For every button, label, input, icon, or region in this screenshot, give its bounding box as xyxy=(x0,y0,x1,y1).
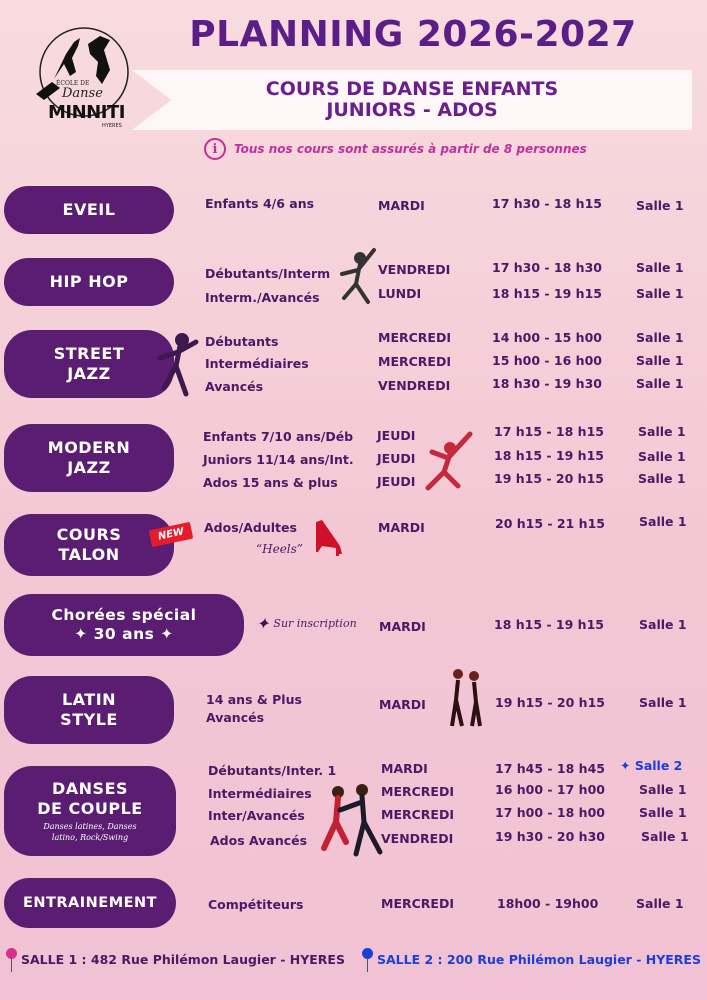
pin-icon xyxy=(6,948,17,970)
level: Ados Avancés xyxy=(210,833,308,848)
time: 15 h00 - 16 h00 xyxy=(492,353,602,368)
course-modern-jazz xyxy=(4,424,174,492)
sparkle-icon: ✦ xyxy=(256,614,270,633)
time: 17 h00 - 18 h00 xyxy=(495,805,605,820)
info-icon: i xyxy=(204,138,226,160)
logo-line3: MINNITI xyxy=(48,102,125,123)
course-sub1: Danses latines, Danses xyxy=(43,822,137,832)
course-name-line1: Chorées spécial xyxy=(51,605,197,624)
day: MERCREDI xyxy=(381,807,454,822)
address-salle2 xyxy=(362,948,701,970)
page-title: PLANNING 2026-2027 xyxy=(189,14,637,55)
registration-note xyxy=(256,614,357,633)
course-name: ENTRAINEMENT xyxy=(22,894,158,911)
time: 17 h30 - 18 h15 xyxy=(492,196,602,211)
room: Salle 1 xyxy=(636,353,684,368)
course-name-line2: JAZZ xyxy=(67,458,111,477)
pin-icon xyxy=(362,948,373,970)
course-talon xyxy=(4,514,174,576)
logo-line2: Danse xyxy=(62,86,103,101)
level: Débutants xyxy=(205,334,279,349)
day: MARDI xyxy=(378,198,425,213)
dancer-icon xyxy=(420,428,482,494)
time: 19 h30 - 20 h30 xyxy=(495,829,605,844)
course-name-line2: JAZZ xyxy=(67,364,111,383)
sparkle-icon: ✦ xyxy=(620,758,635,773)
room: Salle 1 xyxy=(636,896,684,911)
day: JEUDI xyxy=(377,451,416,466)
course-name-line2: TALON xyxy=(58,545,120,564)
heel-icon xyxy=(312,516,346,558)
room: Salle 1 xyxy=(636,198,684,213)
address-text: SALLE 2 : 200 Rue Philémon Laugier - HYERES xyxy=(377,951,701,967)
day: JEUDI xyxy=(377,474,416,489)
time: 19 h15 - 20 h15 xyxy=(494,471,604,486)
level: Débutants/Interm xyxy=(205,266,331,281)
room: Salle 1 xyxy=(636,376,684,391)
course-name-line1: MODERN xyxy=(47,438,131,457)
course-eveil xyxy=(4,186,174,234)
level: Enfants 4/6 ans xyxy=(205,196,315,211)
course-entrainement xyxy=(4,878,176,928)
level: Débutants/Inter. 1 xyxy=(208,763,337,778)
level: Avancés xyxy=(206,710,265,725)
level: Ados/Adultes xyxy=(204,520,297,535)
registration-text: Sur inscription xyxy=(273,617,357,630)
room: Salle 1 xyxy=(641,829,689,844)
course-name: EVEIL xyxy=(62,200,116,219)
course-sub2: latino, Rock/Swing xyxy=(51,832,129,842)
dancer-icon xyxy=(150,328,202,400)
room: Salle 2 xyxy=(634,758,683,773)
time: 16 h00 - 17 h00 xyxy=(495,782,605,797)
level: Compétiteurs xyxy=(208,897,304,912)
notice-text: Tous nos cours sont assurés à partir de 8 personnes xyxy=(234,142,587,156)
day: MERCREDI xyxy=(378,354,451,369)
time: 20 h15 - 21 h15 xyxy=(495,516,605,531)
time: 17 h45 - 18 h45 xyxy=(495,761,605,776)
level: Juniors 11/14 ans/Int. xyxy=(203,452,354,467)
level: 14 ans & Plus xyxy=(206,692,302,707)
room: Salle 1 xyxy=(636,260,684,275)
room: Salle 1 xyxy=(639,695,687,710)
day: MARDI xyxy=(379,619,426,634)
day: MARDI xyxy=(378,520,425,535)
time: 17 h15 - 18 h15 xyxy=(494,424,604,439)
course-name-line2: DE COUPLE xyxy=(37,799,143,819)
logo-line4: HYERES xyxy=(102,123,122,129)
room: Salle 1 xyxy=(636,330,684,345)
course-couple xyxy=(4,766,176,856)
day: MARDI xyxy=(379,697,426,712)
notice xyxy=(204,138,587,160)
time: 19 h15 - 20 h15 xyxy=(495,695,605,710)
time: 18 h30 - 19 h30 xyxy=(492,376,602,391)
subtitle-line1: COURS DE DANSE ENFANTS xyxy=(265,78,559,100)
room-salle2 xyxy=(620,758,682,773)
course-name-line1: COURS xyxy=(56,525,122,544)
room: Salle 1 xyxy=(639,805,687,820)
subtitle-line2: JUNIORS - ADOS xyxy=(326,99,498,121)
level: Inter/Avancés xyxy=(208,808,305,823)
room: Salle 1 xyxy=(638,471,686,486)
course-chorees xyxy=(4,594,244,656)
day: MERCREDI xyxy=(378,330,451,345)
room: Salle 1 xyxy=(639,514,687,529)
room: Salle 1 xyxy=(638,449,686,464)
heels-note: “Heels” xyxy=(256,542,303,556)
time: 18 h15 - 19 h15 xyxy=(492,286,602,301)
level: Enfants 7/10 ans/Déb xyxy=(203,429,354,444)
day: VENDREDI xyxy=(381,831,454,846)
day: LUNDI xyxy=(378,286,422,301)
course-latin-style xyxy=(4,676,174,744)
day: MERCREDI xyxy=(381,784,454,799)
time: 14 h00 - 15 h00 xyxy=(492,330,602,345)
course-name: HIP HOP xyxy=(49,272,129,291)
address-salle1 xyxy=(6,948,345,970)
dancers-icon xyxy=(446,666,486,730)
room: Salle 1 xyxy=(639,617,687,632)
time: 17 h30 - 18 h30 xyxy=(492,260,602,275)
level: Intermédiaires xyxy=(205,356,309,371)
couple-dancers-icon xyxy=(316,782,390,860)
course-name-line1: STREET xyxy=(53,344,125,363)
course-name-line1: LATIN xyxy=(61,690,117,709)
course-street-jazz xyxy=(4,330,174,398)
level: Avancés xyxy=(205,379,264,394)
day: MERCREDI xyxy=(381,896,454,911)
time: 18h00 - 19h00 xyxy=(497,896,599,911)
day: JEUDI xyxy=(377,428,416,443)
level: Interm./Avancés xyxy=(205,290,320,305)
day: VENDREDI xyxy=(378,378,451,393)
school-logo xyxy=(14,24,144,134)
room: Salle 1 xyxy=(638,424,686,439)
level: Ados 15 ans & plus xyxy=(203,475,338,490)
new-badge: NEW xyxy=(149,522,194,547)
room: Salle 1 xyxy=(639,782,687,797)
course-hiphop xyxy=(4,258,174,306)
address-text: SALLE 1 : 482 Rue Philémon Laugier - HYERES xyxy=(21,951,345,967)
logo-line1: ÉCOLE DE xyxy=(56,80,90,87)
day: VENDREDI xyxy=(378,262,451,277)
course-name-line1: DANSES xyxy=(51,779,129,799)
course-name-line2: ✦ 30 ans ✦ xyxy=(74,625,174,643)
day: MARDI xyxy=(381,761,428,776)
time: 18 h15 - 19 h15 xyxy=(494,448,604,463)
level: Intermédiaires xyxy=(208,786,312,801)
room: Salle 1 xyxy=(636,286,684,301)
dancer-icon xyxy=(334,244,380,312)
course-name-line2: STYLE xyxy=(60,710,118,729)
time: 18 h15 - 19 h15 xyxy=(494,617,604,632)
